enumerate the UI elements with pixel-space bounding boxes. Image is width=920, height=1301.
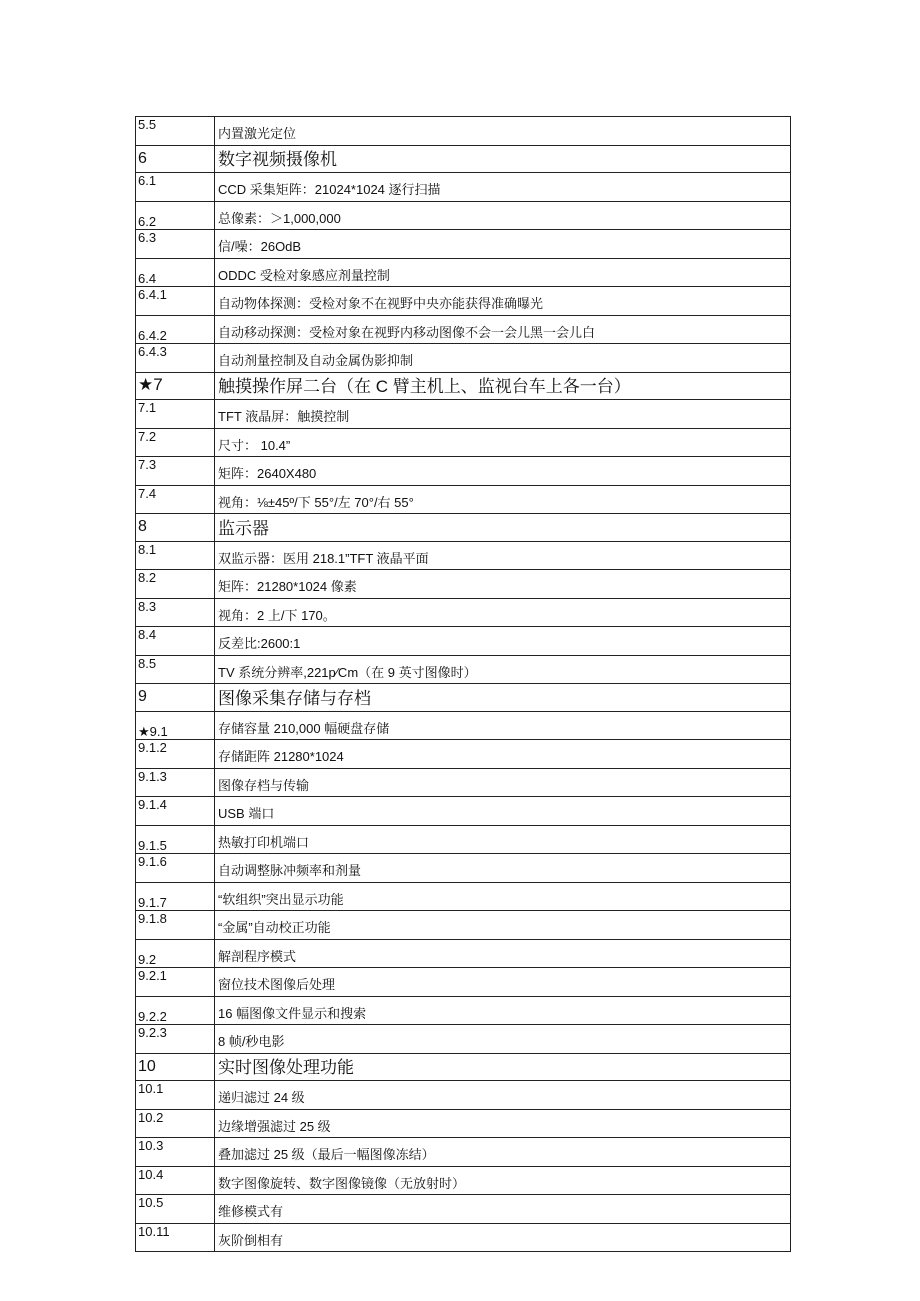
table-row — [136, 854, 791, 883]
row-description: 数字视频摄像机 — [215, 145, 791, 173]
table-row — [136, 173, 791, 202]
row-description: 叠加滤过 25 级（最后一幅图像冻结） — [215, 1138, 791, 1167]
table-row — [136, 315, 791, 344]
row-description: 16 幅图像文件显示和搜索 — [215, 996, 791, 1025]
row-description: 8 帧/秒电影 — [215, 1025, 791, 1054]
table-row — [136, 1053, 791, 1081]
table-row — [136, 825, 791, 854]
row-number: 9.2.3 — [136, 1025, 215, 1054]
table-row — [136, 882, 791, 911]
row-number: ★7 — [136, 372, 215, 400]
row-description: “软组织”突出显示功能 — [215, 882, 791, 911]
table-row — [136, 797, 791, 826]
row-description: 内置激光定位 — [215, 117, 791, 146]
table-row — [136, 1166, 791, 1195]
table-row — [136, 1081, 791, 1110]
row-number: 9.1.5 — [136, 825, 215, 854]
row-number: 10.1 — [136, 1081, 215, 1110]
table-row — [136, 627, 791, 656]
table-row — [136, 201, 791, 230]
row-number: 9.1.3 — [136, 768, 215, 797]
row-number: 9.2.1 — [136, 968, 215, 997]
row-description: 数字图像旋转、数字图像镜像（无放射时） — [215, 1166, 791, 1195]
row-description: 窗位技术图像后处理 — [215, 968, 791, 997]
row-description: 监示器 — [215, 514, 791, 542]
row-number: 10 — [136, 1053, 215, 1081]
row-description: TV 系统分辨率,221p∕Cm（在 9 英寸图像时） — [215, 655, 791, 684]
table-row — [136, 655, 791, 684]
row-number: 8 — [136, 514, 215, 542]
row-description: 递归滤过 24 级 — [215, 1081, 791, 1110]
table-row — [136, 1223, 791, 1252]
row-number: 6.1 — [136, 173, 215, 202]
row-description: 解剖程序模式 — [215, 939, 791, 968]
table-row — [136, 344, 791, 373]
row-description: 边缘增强滤过 25 级 — [215, 1109, 791, 1138]
table-row — [136, 996, 791, 1025]
row-description: 尺寸： 10.4” — [215, 428, 791, 457]
row-description: 反差比:2600:1 — [215, 627, 791, 656]
row-description: 总像素：＞1,000,000 — [215, 201, 791, 230]
row-number: 8.5 — [136, 655, 215, 684]
row-number: 9.1.6 — [136, 854, 215, 883]
row-number: 8.2 — [136, 570, 215, 599]
row-description: TFT 液晶屏：触摸控制 — [215, 400, 791, 429]
row-description: 视角：⅛±45º/下 55°/左 70°/右 55° — [215, 485, 791, 514]
table-row — [136, 740, 791, 769]
row-description: 存储距阵 21280*1024 — [215, 740, 791, 769]
row-description: 维修模式有 — [215, 1195, 791, 1224]
row-description: “金属”自动校正功能 — [215, 911, 791, 940]
table-row — [136, 939, 791, 968]
row-number: 10.11 — [136, 1223, 215, 1252]
table-row — [136, 541, 791, 570]
table-row — [136, 457, 791, 486]
row-number: 5.5 — [136, 117, 215, 146]
row-number: 9.1.4 — [136, 797, 215, 826]
table-row — [136, 968, 791, 997]
table-row — [136, 711, 791, 740]
table-row — [136, 428, 791, 457]
row-description: 实时图像处理功能 — [215, 1053, 791, 1081]
row-number: 8.4 — [136, 627, 215, 656]
row-description: 自动调整脉冲频率和剂量 — [215, 854, 791, 883]
row-number: 10.3 — [136, 1138, 215, 1167]
row-description: 双监示器：医用 218.1”TFT 液晶平面 — [215, 541, 791, 570]
row-description: 灰阶倒相有 — [215, 1223, 791, 1252]
table-row — [136, 287, 791, 316]
row-number: 6.4.1 — [136, 287, 215, 316]
row-description: 图像采集存储与存档 — [215, 684, 791, 712]
row-number: 6.3 — [136, 230, 215, 259]
row-description: 图像存档与传输 — [215, 768, 791, 797]
row-number: 10.5 — [136, 1195, 215, 1224]
row-description: 存储容量 210,000 幅硬盘存储 — [215, 711, 791, 740]
row-number: 7.2 — [136, 428, 215, 457]
row-number: 10.4 — [136, 1166, 215, 1195]
row-number: 6 — [136, 145, 215, 173]
row-description: 矩阵：2640X480 — [215, 457, 791, 486]
row-description: 自动物体探测：受检对象不在视野中央亦能获得准确曝光 — [215, 287, 791, 316]
row-number: 9 — [136, 684, 215, 712]
table-row — [136, 117, 791, 146]
row-number: 9.2.2 — [136, 996, 215, 1025]
row-description: CCD 采集矩阵：21024*1024 逐行扫描 — [215, 173, 791, 202]
table-row — [136, 768, 791, 797]
row-number: 9.1.2 — [136, 740, 215, 769]
table-row — [136, 1195, 791, 1224]
row-number: ★9.1 — [136, 711, 215, 740]
table-row — [136, 230, 791, 259]
row-description: 热敏打印机端口 — [215, 825, 791, 854]
table-row — [136, 911, 791, 940]
row-number: 6.4 — [136, 258, 215, 287]
row-description: ODDC 受检对象感应剂量控制 — [215, 258, 791, 287]
row-description: 信/噪：26OdB — [215, 230, 791, 259]
row-number: 8.3 — [136, 598, 215, 627]
row-description: USB 端口 — [215, 797, 791, 826]
row-description: 矩阵：21280*1024 像素 — [215, 570, 791, 599]
table-row — [136, 485, 791, 514]
row-number: 9.2 — [136, 939, 215, 968]
row-number: 6.4.2 — [136, 315, 215, 344]
row-description: 触摸操作屏二台（在 C 臂主机上、监视台车上各一台） — [215, 372, 791, 400]
table-row — [136, 570, 791, 599]
row-description: 自动剂量控制及自动金属伪影抑制 — [215, 344, 791, 373]
table-row — [136, 258, 791, 287]
row-number: 7.1 — [136, 400, 215, 429]
table-row — [136, 598, 791, 627]
table-row — [136, 400, 791, 429]
row-number: 6.4.3 — [136, 344, 215, 373]
table-row — [136, 514, 791, 542]
table-row — [136, 372, 791, 400]
row-number: 9.1.7 — [136, 882, 215, 911]
row-description: 自动移动探测：受检对象在视野内移动图像不会一会儿黑一会儿白 — [215, 315, 791, 344]
row-number: 9.1.8 — [136, 911, 215, 940]
table-row — [136, 145, 791, 173]
row-description: 视角：2 上/下 170。 — [215, 598, 791, 627]
spec-table — [135, 116, 791, 1252]
row-number: 10.2 — [136, 1109, 215, 1138]
row-number: 7.3 — [136, 457, 215, 486]
table-row — [136, 684, 791, 712]
table-row — [136, 1025, 791, 1054]
row-number: 6.2 — [136, 201, 215, 230]
table-row — [136, 1138, 791, 1167]
row-number: 8.1 — [136, 541, 215, 570]
table-row — [136, 1109, 791, 1138]
row-number: 7.4 — [136, 485, 215, 514]
